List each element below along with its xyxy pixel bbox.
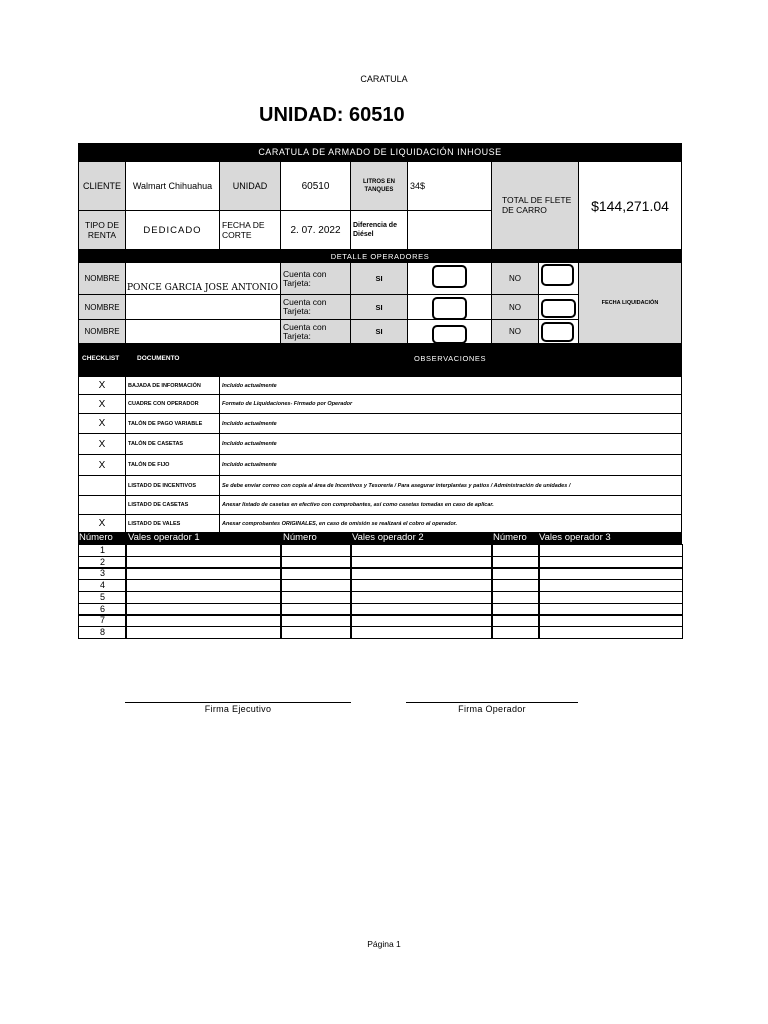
page-number: Página 1	[367, 939, 401, 949]
operator-name-cell	[125, 262, 281, 295]
checklist-mark: X	[78, 433, 126, 455]
si-checkbox-1[interactable]	[432, 265, 467, 288]
checklist-observation: Formato de Liquidaciones- Firmado por Operador	[219, 394, 682, 414]
col-documento: DOCUMENTO	[137, 355, 180, 362]
checklist-observation: Incluido actualmente	[219, 376, 682, 395]
fecha-value: 2. 07. 2022	[280, 210, 351, 250]
litros-value: 34$	[407, 161, 492, 211]
vales-op3-header: Vales operador 3	[539, 532, 611, 543]
si-label-2: SI	[350, 294, 408, 320]
checklist-observation: Anexar listado de casetas en efectivo con comprobantes, así como casetas tomadas en caso de aplicar.	[219, 495, 682, 515]
cuenta-label-1: Cuenta con Tarjeta:	[280, 262, 351, 295]
checklist-mark: X	[78, 413, 126, 434]
si-label-1: SI	[350, 262, 408, 295]
tipo-label: TIPO DE RENTA	[78, 210, 126, 250]
tipo-value: DEDICADO	[125, 210, 220, 250]
checklist-document: CUADRE CON OPERADOR	[125, 394, 220, 414]
detalle-banner: DETALLE OPERADORES	[78, 250, 682, 262]
checklist-document: BAJADA DE INFORMACIÓN	[125, 376, 220, 395]
checklist-document: TALÓN DE FIJO	[125, 454, 220, 476]
vales-cell	[350, 626, 493, 639]
cliente-label: CLIENTE	[78, 161, 126, 211]
litros-label: LITROS EN TANQUES	[350, 161, 408, 211]
no-checkbox-1[interactable]	[541, 264, 574, 286]
operator-name: PONCE GARCIA JOSE ANTONIO	[127, 283, 279, 293]
si-label-3: SI	[350, 319, 408, 344]
total-value: $144,271.04	[578, 161, 682, 250]
vales-op1-header: Vales operador 1	[128, 532, 200, 543]
vales-cell	[280, 626, 352, 639]
vales-cell	[491, 626, 540, 639]
firma-ejecutivo: Firma Ejecutivo	[204, 704, 272, 714]
si-checkbox-2[interactable]	[432, 297, 467, 320]
operator-name-3	[125, 319, 281, 344]
vales-row-number: 7	[78, 614, 127, 627]
operator-name-2	[125, 294, 281, 320]
col-observaciones: OBSERVACIONES	[414, 354, 487, 363]
diesel-label: Diferencia de Diésel	[350, 210, 408, 250]
no-label-2: NO	[491, 294, 539, 320]
firma-operador: Firma Operador	[458, 704, 526, 714]
checklist-document: LISTADO DE CASETAS	[125, 495, 220, 515]
si-checkbox-3[interactable]	[432, 325, 467, 344]
checklist-observation: Incluido actualmente	[219, 454, 682, 476]
cuenta-label-2: Cuenta con Tarjeta:	[280, 294, 351, 320]
checklist-mark: X	[78, 454, 126, 476]
vales-numero-2: Número	[283, 532, 317, 543]
checklist-observation: Se debe enviar correo con copia al área de Incentivos y Tesorería / Para asegurar interplantas y patios / Administración de unidades /	[219, 475, 682, 496]
form-banner: CARATULA DE ARMADO DE LIQUIDACIÓN INHOUSE	[78, 143, 682, 161]
vales-row-number: 8	[78, 626, 127, 639]
vales-row-number: 1	[78, 544, 127, 557]
checklist-document: TALÓN DE CASETAS	[125, 433, 220, 455]
col-checklist: CHECKLIST	[82, 355, 120, 362]
checklist-observation: Incluido actualmente	[219, 433, 682, 455]
vales-numero-3: Número	[493, 532, 527, 543]
unidad-label: UNIDAD	[219, 161, 281, 211]
fecha-label: FECHA DE CORTE	[219, 210, 281, 250]
checklist-document: TALÓN DE PAGO VARIABLE	[125, 413, 220, 434]
vales-row-number: 2	[78, 556, 127, 569]
nombre-label-3: NOMBRE	[78, 319, 126, 344]
checklist-document: LISTADO DE VALES	[125, 514, 220, 533]
vales-cell	[538, 626, 683, 639]
nombre-label-2: NOMBRE	[78, 294, 126, 320]
checklist-mark	[78, 495, 126, 515]
caratula-heading: CARATULA	[360, 74, 408, 84]
checklist-mark: X	[78, 376, 126, 395]
vales-op2-header: Vales operador 2	[352, 532, 424, 543]
cuenta-label-3: Cuenta con Tarjeta:	[280, 319, 351, 344]
checklist-document: LISTADO DE INCENTIVOS	[125, 475, 220, 496]
vales-row-number: 5	[78, 591, 127, 604]
vales-row-number: 6	[78, 603, 127, 616]
checklist-observation: Incluido actualmente	[219, 413, 682, 434]
checklist-mark: X	[78, 514, 126, 533]
checklist-mark	[78, 475, 126, 496]
checklist-mark: X	[78, 394, 126, 414]
diesel-value	[407, 210, 492, 250]
total-label: TOTAL DE FLETE DE CARRO	[502, 195, 572, 215]
vales-cell	[125, 626, 282, 639]
no-checkbox-3[interactable]	[541, 322, 574, 342]
vales-row-number: 3	[78, 567, 127, 580]
fecha-liquidacion-label: FECHA LIQUIDACIÓN	[578, 262, 682, 344]
no-checkbox-2[interactable]	[541, 299, 576, 318]
cliente-value: Walmart Chihuahua	[125, 161, 220, 211]
no-label-3: NO	[491, 319, 539, 344]
vales-numero-1: Número	[79, 532, 113, 543]
vales-row-number: 4	[78, 579, 127, 592]
checklist-observation: Anexar comprobantes ORIGINALES, en caso de omisión se realizará el cobro al operador.	[219, 514, 682, 533]
no-label-1: NO	[491, 262, 539, 295]
unidad-value: 60510	[280, 161, 351, 211]
unidad-title: UNIDAD: 60510	[259, 104, 405, 126]
nombre-label: NOMBRE	[78, 262, 126, 295]
